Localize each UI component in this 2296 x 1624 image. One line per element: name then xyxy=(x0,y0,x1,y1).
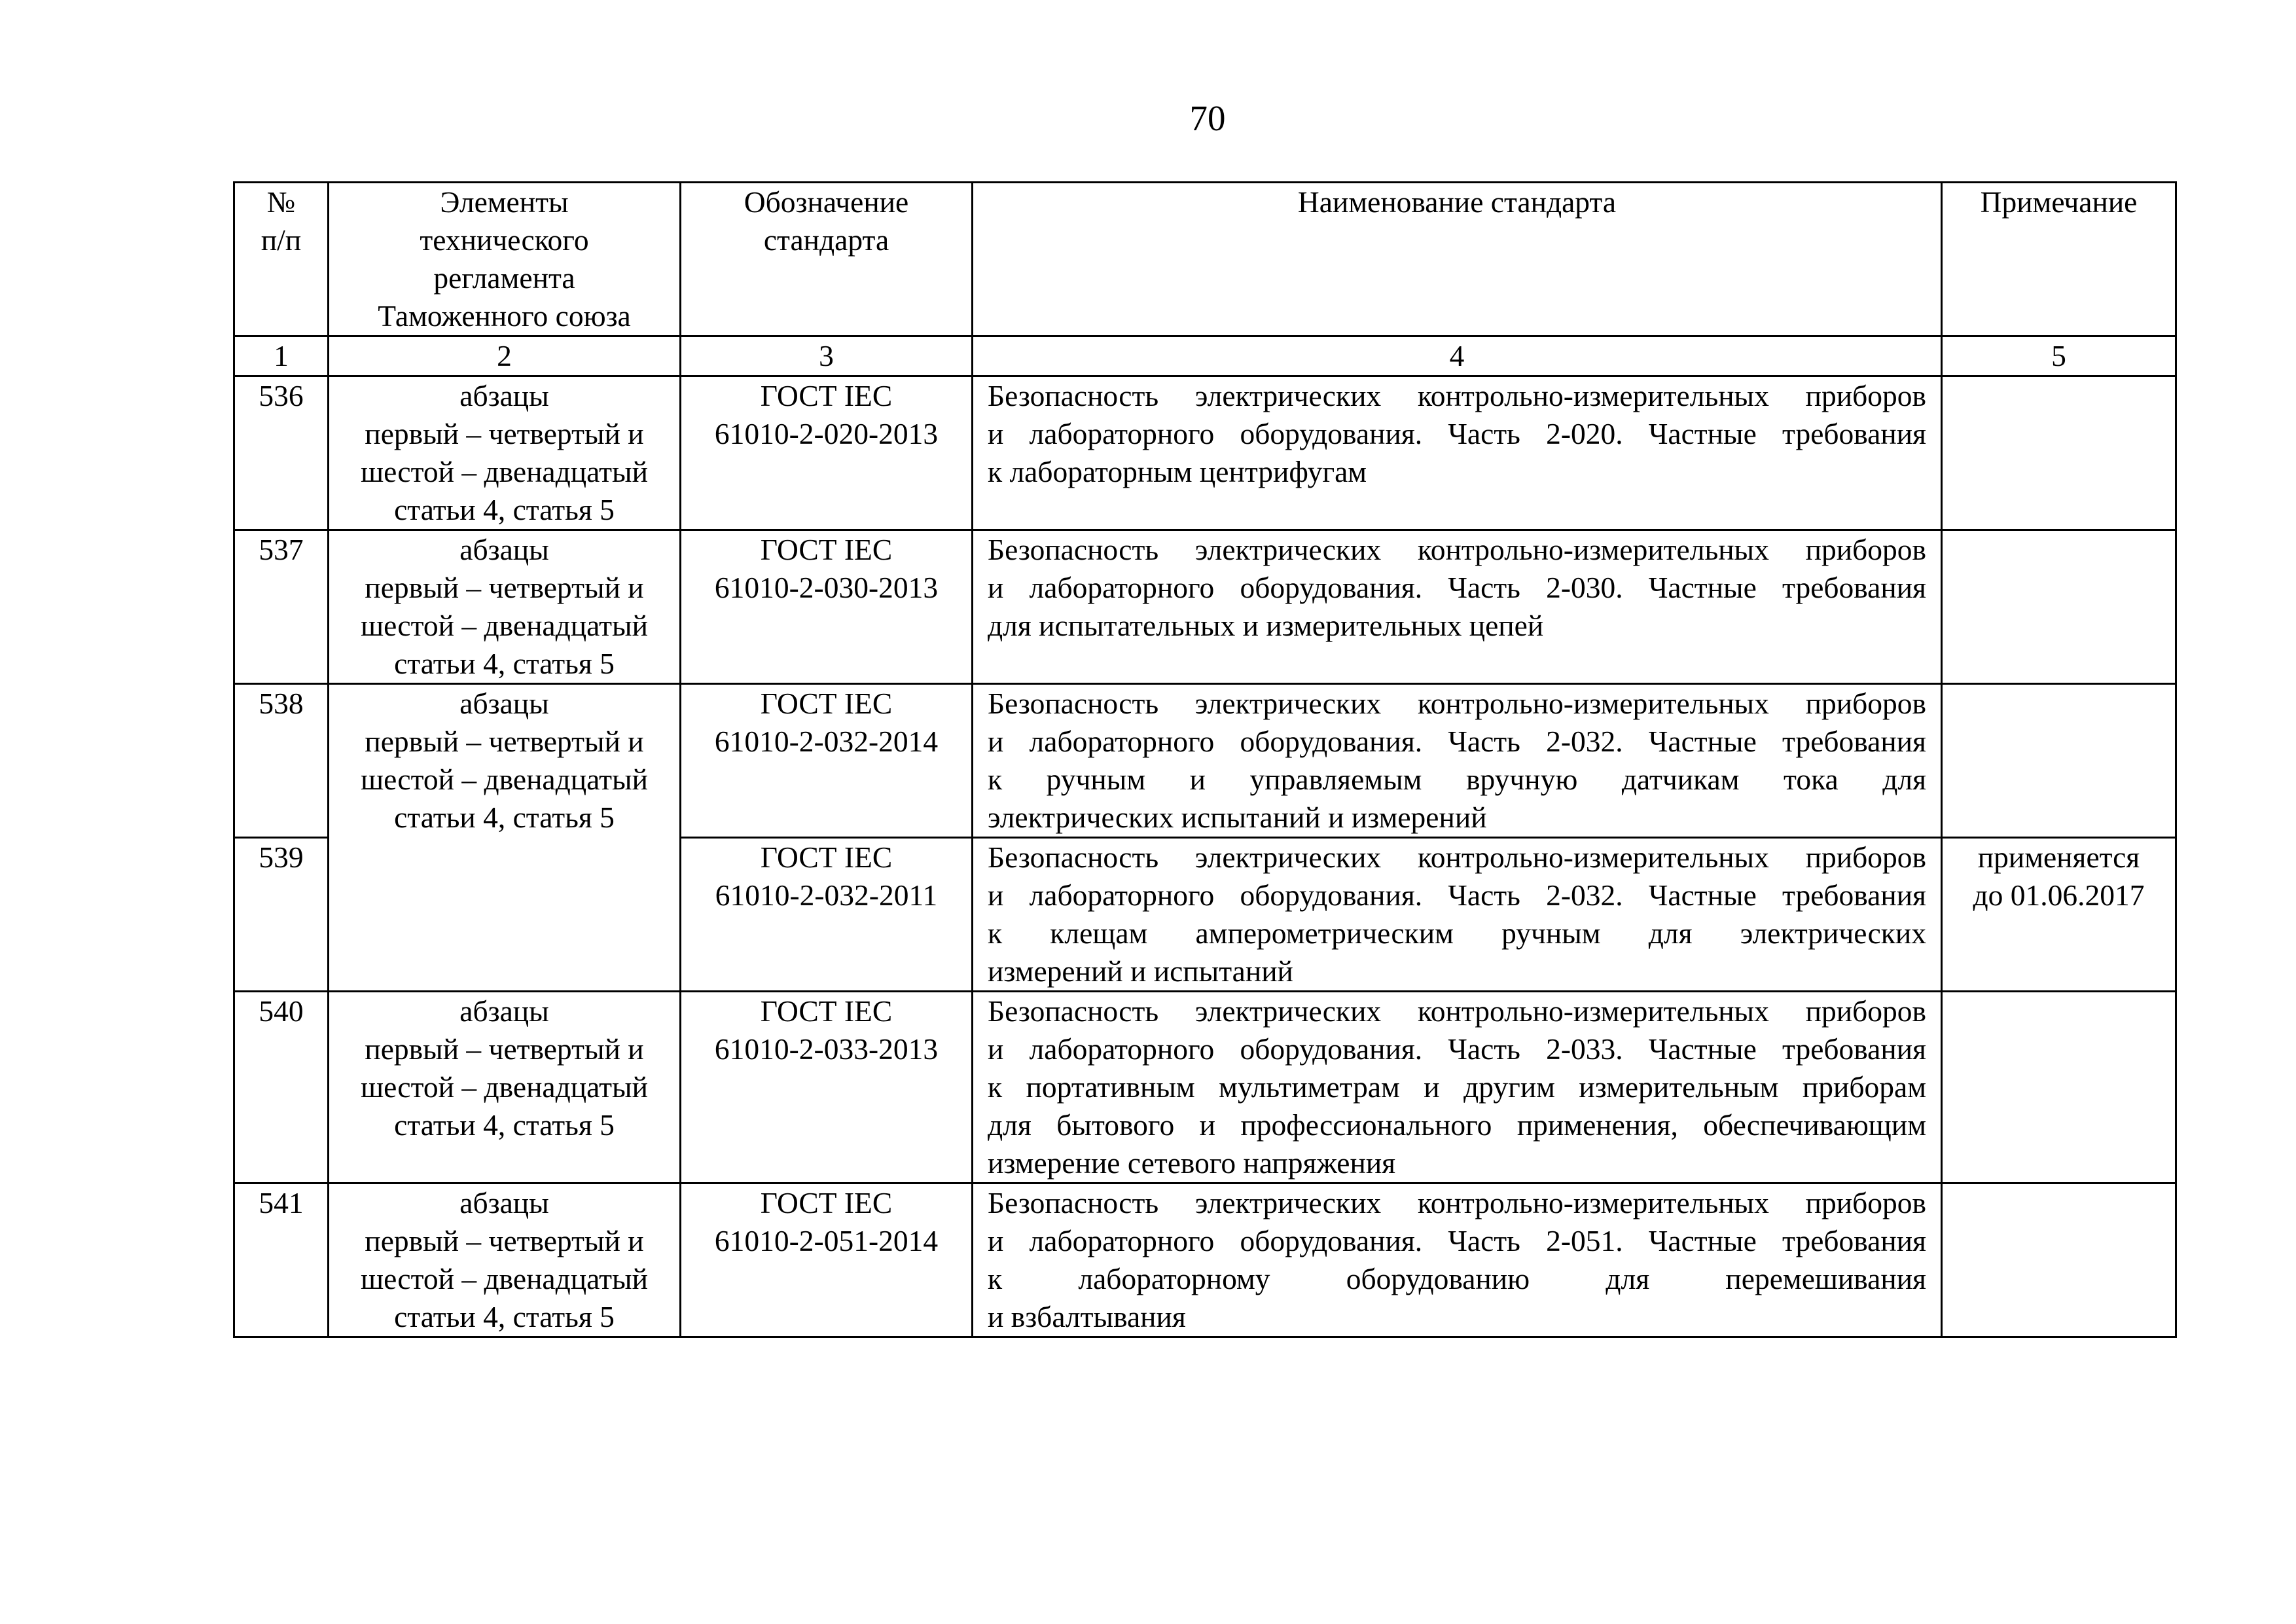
standard-name xyxy=(973,1183,1942,1337)
standard-name xyxy=(973,376,1942,530)
cell-line: статьи 4, статья 5 xyxy=(394,801,615,834)
description-line: электрических испытаний и измерений xyxy=(988,801,1487,834)
column-number: 3 xyxy=(681,336,973,376)
cell-line: 61010-2-020-2013 xyxy=(714,417,939,450)
description-line: и лабораторного оборудования. Часть 2-033. Частные требования xyxy=(988,1032,1926,1066)
row-number: 538 xyxy=(234,684,329,838)
table-row xyxy=(234,376,2176,530)
row-number: 540 xyxy=(234,992,329,1183)
row-number: 536 xyxy=(234,376,329,530)
table-header-row xyxy=(234,183,2176,336)
header-cell xyxy=(973,183,1942,336)
table-row xyxy=(234,684,2176,838)
description-line: измерений и испытаний xyxy=(988,954,1293,988)
regulation-elements xyxy=(329,684,681,992)
description-line: для испытательных и измерительных цепей xyxy=(988,609,1544,642)
standards-table xyxy=(233,181,2177,1338)
description-line: измерение сетевого напряжения xyxy=(988,1146,1396,1180)
note xyxy=(1942,530,2176,684)
cell-line: шестой – двенадцатый xyxy=(361,609,648,642)
description-line: Безопасность электрических контрольно-измерительных приборов xyxy=(988,687,1926,720)
cell-line: ГОСТ IEC xyxy=(760,840,893,874)
cell-line: шестой – двенадцатый xyxy=(361,1070,648,1104)
description-line: и лабораторного оборудования. Часть 2-030. Частные требования xyxy=(988,571,1926,604)
cell-line: статьи 4, статья 5 xyxy=(394,1108,615,1142)
cell-line: шестой – двенадцатый xyxy=(361,455,648,488)
header-cell xyxy=(329,183,681,336)
cell-line: ГОСТ IEC xyxy=(760,533,893,566)
cell-line: 61010-2-051-2014 xyxy=(714,1224,939,1257)
standard-name xyxy=(973,992,1942,1183)
standard-designation xyxy=(681,838,973,992)
cell-line: п/п xyxy=(260,223,302,257)
cell-line: регламента xyxy=(433,261,575,295)
row-number: 537 xyxy=(234,530,329,684)
description-line: для бытового и профессионального применения, обеспечивающим xyxy=(988,1108,1926,1142)
description-line: к лабораторному оборудованию для перемешивания xyxy=(988,1262,1926,1295)
cell-line: 61010-2-032-2014 xyxy=(714,725,939,758)
table-row xyxy=(234,1183,2176,1337)
note xyxy=(1942,684,2176,838)
cell-line: статьи 4, статья 5 xyxy=(394,493,615,526)
standard-designation xyxy=(681,684,973,838)
cell-line: абзацы xyxy=(459,1186,549,1219)
cell-line: ГОСТ IEC xyxy=(760,1186,893,1219)
cell-line: 61010-2-032-2011 xyxy=(715,878,938,912)
description-line: Безопасность электрических контрольно-измерительных приборов xyxy=(988,994,1926,1028)
cell-line: абзацы xyxy=(459,379,549,412)
header-cell xyxy=(234,183,329,336)
column-number: 5 xyxy=(1942,336,2176,376)
cell-line: ГОСТ IEC xyxy=(760,994,893,1028)
note xyxy=(1942,376,2176,530)
standard-name xyxy=(973,838,1942,992)
column-number: 1 xyxy=(234,336,329,376)
cell-line: первый – четвертый и xyxy=(365,417,644,450)
cell-line: до 01.06.2017 xyxy=(1973,878,2145,912)
page-number: 70 xyxy=(1189,98,1226,138)
cell-line: шестой – двенадцатый xyxy=(361,1262,648,1295)
description-line: к ручным и управляемым вручную датчикам тока для xyxy=(988,763,1926,796)
description-line: и лабораторного оборудования. Часть 2-032. Частные требования xyxy=(988,878,1926,912)
cell-line: 61010-2-030-2013 xyxy=(714,571,939,604)
description-line: и лабораторного оборудования. Часть 2-032. Частные требования xyxy=(988,725,1926,758)
standard-name xyxy=(973,684,1942,838)
standard-name xyxy=(973,530,1942,684)
cell-line: стандарта xyxy=(763,223,889,257)
regulation-elements xyxy=(329,1183,681,1337)
cell-line: статьи 4, статья 5 xyxy=(394,1300,615,1333)
cell-line: абзацы xyxy=(459,533,549,566)
column-number-row xyxy=(234,336,2176,376)
header-cell xyxy=(681,183,973,336)
description-line: к клещам амперометрическим ручным для электрических xyxy=(988,916,1926,950)
cell-line: первый – четвертый и xyxy=(365,1032,644,1066)
column-number: 2 xyxy=(329,336,681,376)
table-row xyxy=(234,530,2176,684)
standard-designation xyxy=(681,376,973,530)
description-line: и лабораторного оборудования. Часть 2-020. Частные требования xyxy=(988,417,1926,450)
header-cell xyxy=(1942,183,2176,336)
row-number: 541 xyxy=(234,1183,329,1337)
description-line: к лабораторным центрифугам xyxy=(988,455,1367,488)
description-line: и лабораторного оборудования. Часть 2-051. Частные требования xyxy=(988,1224,1926,1257)
description-line: Безопасность электрических контрольно-измерительных приборов xyxy=(988,1186,1926,1219)
regulation-elements xyxy=(329,992,681,1183)
row-number: 539 xyxy=(234,838,329,992)
standard-designation xyxy=(681,530,973,684)
cell-line: ГОСТ IEC xyxy=(760,687,893,720)
cell-line: Обозначение xyxy=(744,185,909,219)
cell-line: 61010-2-033-2013 xyxy=(714,1032,939,1066)
cell-line: Элементы xyxy=(440,185,569,219)
description-line: Безопасность электрических контрольно-измерительных приборов xyxy=(988,379,1926,412)
standard-designation xyxy=(681,1183,973,1337)
cell-line: Таможенного союза xyxy=(378,299,631,333)
regulation-elements xyxy=(329,376,681,530)
cell-line: статьи 4, статья 5 xyxy=(394,647,615,680)
cell-line: первый – четвертый и xyxy=(365,571,644,604)
description-line: Безопасность электрических контрольно-измерительных приборов xyxy=(988,840,1926,874)
regulation-elements xyxy=(329,530,681,684)
cell-line: ГОСТ IEC xyxy=(760,379,893,412)
cell-line: № xyxy=(266,185,296,219)
cell-line: первый – четвертый и xyxy=(365,1224,644,1257)
note xyxy=(1942,992,2176,1183)
table-row xyxy=(234,992,2176,1183)
description-line: к портативным мультиметрам и другим измерительным приборам xyxy=(988,1070,1926,1104)
cell-line: первый – четвертый и xyxy=(365,725,644,758)
cell-line: Примечание xyxy=(1980,185,2138,219)
description-line: и взбалтывания xyxy=(988,1300,1186,1333)
standard-designation xyxy=(681,992,973,1183)
note xyxy=(1942,838,2176,992)
note xyxy=(1942,1183,2176,1337)
column-number: 4 xyxy=(973,336,1942,376)
description-line: Безопасность электрических контрольно-измерительных приборов xyxy=(988,533,1926,566)
cell-line: абзацы xyxy=(459,687,549,720)
cell-line: применяется xyxy=(1977,840,2140,874)
cell-line: Наименование стандарта xyxy=(1297,185,1617,219)
cell-line: технического xyxy=(420,223,589,257)
cell-line: шестой – двенадцатый xyxy=(361,763,648,796)
cell-line: абзацы xyxy=(459,994,549,1028)
